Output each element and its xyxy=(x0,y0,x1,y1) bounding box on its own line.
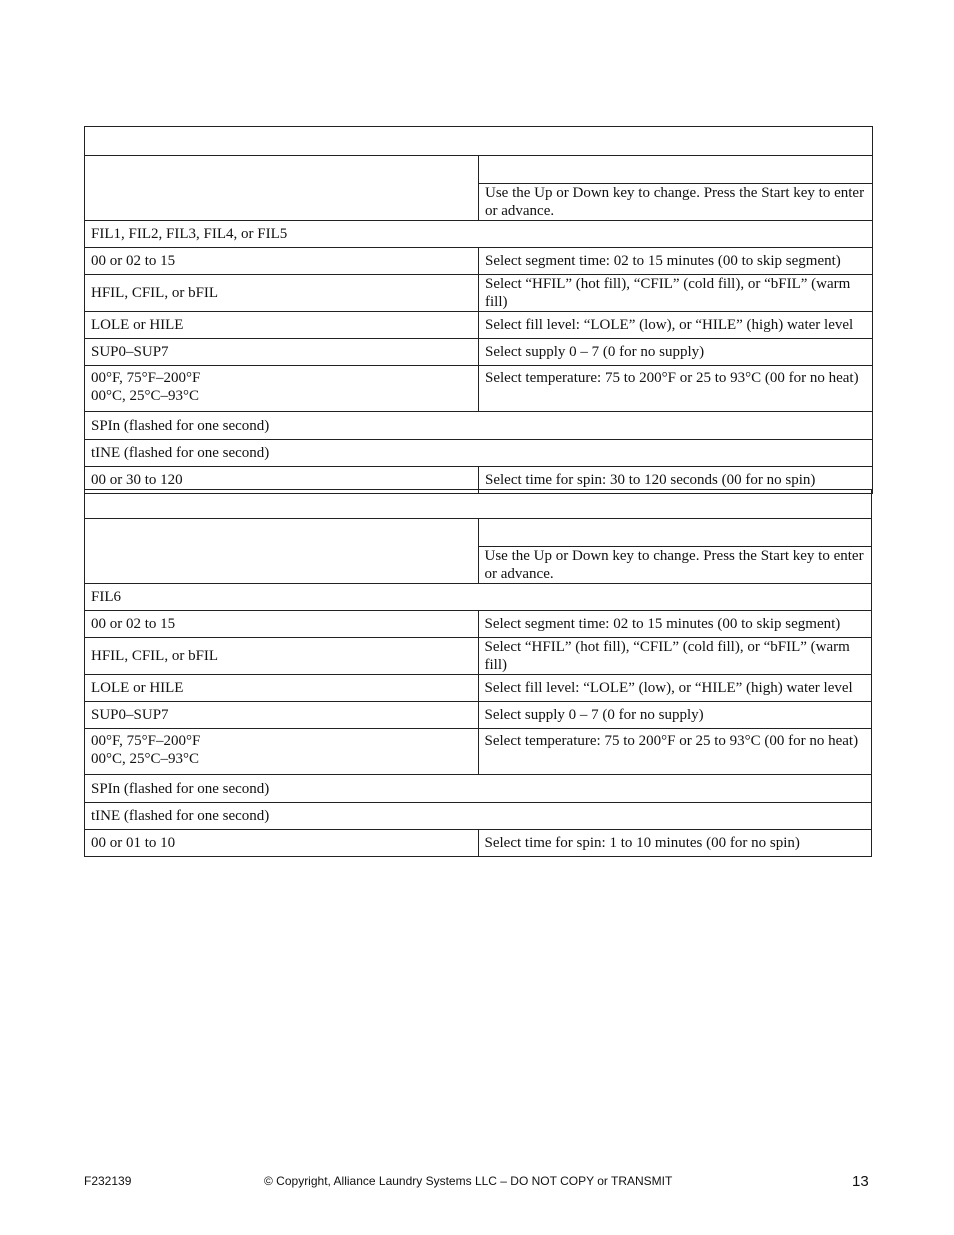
description: Select fill level: “LOLE” (low), or “HILE” (high) water level xyxy=(479,312,873,339)
table-row xyxy=(85,312,873,339)
display-value: 00 or 02 to 15 xyxy=(85,611,479,638)
page-number: 13 xyxy=(852,1173,869,1190)
section-label: FIL1, FIL2, FIL3, FIL4, or FIL5 xyxy=(85,221,873,248)
cycle-table-1 xyxy=(84,126,873,494)
section-label: FIL6 xyxy=(85,584,872,611)
description: Select temperature: 75 to 200°F or 25 to 93°C (00 for no heat) xyxy=(478,729,872,775)
table-row xyxy=(85,366,873,412)
table-row xyxy=(85,638,872,675)
display-value: 00 or 30 to 120 xyxy=(85,467,479,494)
display-value: 00 or 01 to 10 xyxy=(85,830,479,857)
display-value: HFIL, CFIL, or bFIL xyxy=(85,638,479,675)
display-value: SUP0–SUP7 xyxy=(85,339,479,366)
table-row xyxy=(85,830,872,857)
copyright-notice: © Copyright, Alliance Laundry Systems LLC – DO NOT COPY or TRANSMIT xyxy=(264,1174,673,1188)
description: Select fill level: “LOLE” (low), or “HILE” (high) water level xyxy=(478,675,872,702)
description: Select supply 0 – 7 (0 for no supply) xyxy=(479,339,873,366)
table-row xyxy=(85,675,872,702)
table-row xyxy=(85,729,872,775)
temp-f-range: 00°F, 75°F–200°F xyxy=(91,370,201,386)
table-header-row xyxy=(85,490,872,519)
display-value: HFIL, CFIL, or bFIL xyxy=(85,275,479,312)
description: Select time for spin: 1 to 10 minutes (00 for no spin) xyxy=(478,830,872,857)
table-row xyxy=(85,248,873,275)
display-value: 00 or 02 to 15 xyxy=(85,248,479,275)
column-header-description xyxy=(478,519,872,547)
table-row xyxy=(85,275,873,312)
display-value: LOLE or HILE xyxy=(85,675,479,702)
display-value xyxy=(85,729,479,775)
table-row xyxy=(85,611,872,638)
description: Select segment time: 02 to 15 minutes (00 to skip segment) xyxy=(479,248,873,275)
table-row xyxy=(85,339,873,366)
description: Select “HFIL” (hot fill), “CFIL” (cold fill), or “bFIL” (warm fill) xyxy=(478,638,872,675)
column-header-description xyxy=(479,156,873,184)
document-code: F232139 xyxy=(84,1174,132,1188)
display-value xyxy=(85,366,479,412)
temp-f-range: 00°F, 75°F–200°F xyxy=(91,733,201,749)
table-header-row xyxy=(85,127,873,156)
description: Select “HFIL” (hot fill), “CFIL” (cold fill), or “bFIL” (warm fill) xyxy=(479,275,873,312)
description: Select segment time: 02 to 15 minutes (00 to skip segment) xyxy=(478,611,872,638)
temp-c-range: 00°C, 25°C–93°C xyxy=(91,388,200,404)
description: Select temperature: 75 to 200°F or 25 to 93°C (00 for no heat) xyxy=(479,366,873,412)
display-value: SUP0–SUP7 xyxy=(85,702,479,729)
time-label: tINE (flashed for one second) xyxy=(85,803,872,830)
instruction-text: Use the Up or Down key to change. Press the Start key to enter or advance. xyxy=(478,547,872,584)
description: Select time for spin: 30 to 120 seconds (00 for no spin) xyxy=(479,467,873,494)
display-value: LOLE or HILE xyxy=(85,312,479,339)
column-header-display xyxy=(85,519,479,584)
column-header-display xyxy=(85,156,479,221)
spin-label: SPIn (flashed for one second) xyxy=(85,775,872,803)
spin-label: SPIn (flashed for one second) xyxy=(85,412,873,440)
time-label: tINE (flashed for one second) xyxy=(85,440,873,467)
cycle-table-2 xyxy=(84,489,872,857)
temp-c-range: 00°C, 25°C–93°C xyxy=(91,751,200,767)
instruction-text: Use the Up or Down key to change. Press the Start key to enter or advance. xyxy=(479,184,873,221)
description: Select supply 0 – 7 (0 for no supply) xyxy=(478,702,872,729)
table-row xyxy=(85,702,872,729)
